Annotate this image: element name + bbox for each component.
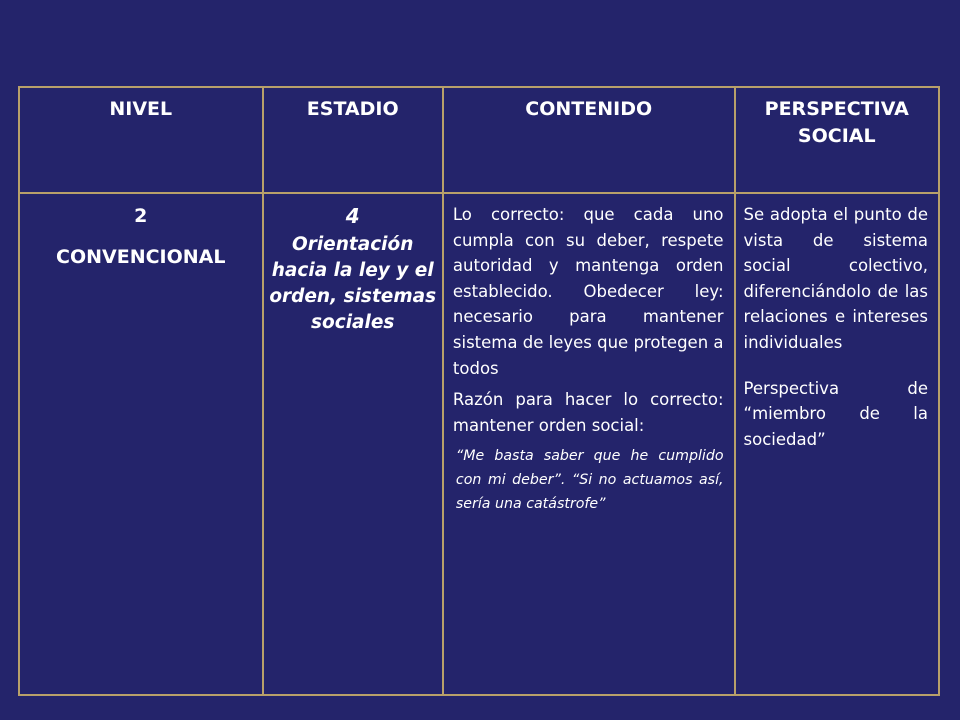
stage-row <box>19 193 939 695</box>
kohlberg-stage-table <box>18 86 940 696</box>
header-nivel: NIVEL <box>109 98 173 120</box>
perspectiva-cell <box>735 193 939 695</box>
header-estadio: ESTADIO <box>306 98 399 120</box>
header-nivel-cell <box>19 87 263 193</box>
header-contenido-cell <box>443 87 735 193</box>
header-estadio-cell <box>263 87 443 193</box>
nivel-name: CONVENCIONAL <box>56 246 226 268</box>
contenido-paragraph-1: Lo correcto: que cada uno cumpla con su deber, respete autoridad y mantenga orden establecido. Obedecer ley: necesario para mantener sistema de leyes que protegen a todos <box>452 205 724 378</box>
header-contenido: CONTENIDO <box>525 98 653 120</box>
perspectiva-paragraph-1: Se adopta el punto de vista de sistema social colectivo, diferenciándolo de las relaciones e intereses individuales <box>743 205 928 352</box>
header-perspectiva-cell <box>735 87 939 193</box>
contenido-cell <box>443 193 735 695</box>
estadio-cell <box>263 193 443 695</box>
contenido-quote: “Me basta saber que he cumplido con mi deber”. “Si no actuamos así, sería una catástrofe” <box>455 448 724 513</box>
estadio-number: 4 <box>345 204 360 228</box>
nivel-number: 2 <box>134 205 148 227</box>
estadio-description: Orientación hacia la ley y el orden, sistemas sociales <box>269 234 437 333</box>
header-perspectiva: PERSPECTIVA SOCIAL <box>764 98 909 147</box>
contenido-paragraph-2: Razón para hacer lo correcto: mantener orden social: <box>452 390 724 435</box>
perspectiva-paragraph-2: Perspectiva de “miembro de la sociedad” <box>743 378 928 449</box>
header-row <box>19 87 939 193</box>
nivel-cell <box>19 193 263 695</box>
